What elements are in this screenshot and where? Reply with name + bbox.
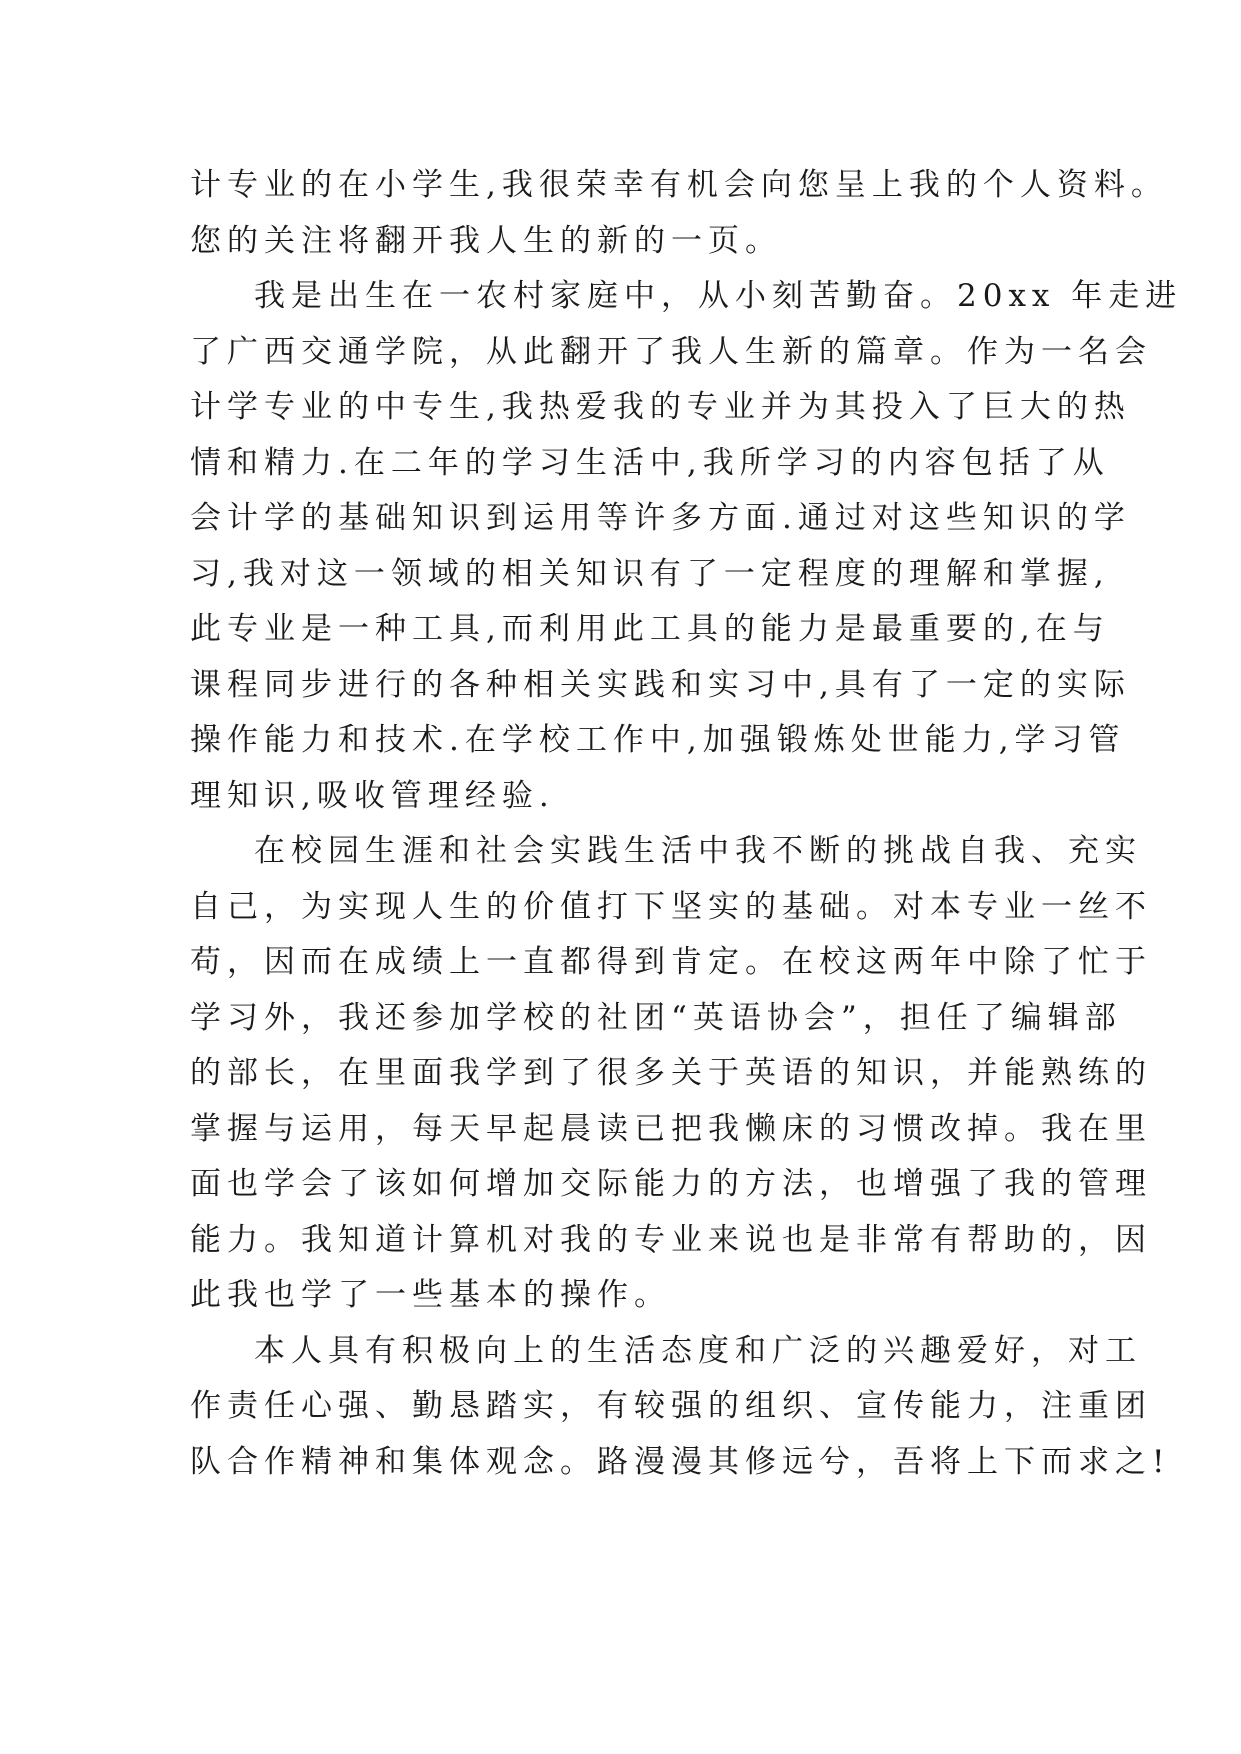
text-line: 理知识,吸收管理经验. (190, 777, 555, 814)
text-line: 课程同步进行的各种相关实践和实习中,具有了一定的实际 (190, 666, 1131, 703)
text-line: 我是出生在一农村家庭中，从小刻苦勤奋。20xx 年走进 (254, 278, 1183, 314)
paragraph (190, 824, 1152, 1324)
text-line: 自己，为实现人生的价值打下坚实的基础。对本专业一丝不 (190, 888, 1152, 925)
text-line: 您的关注将翻开我人生的新的一页。 (190, 222, 782, 259)
text-line: 队合作精神和集体观念。路漫漫其修远兮，吾将上下而求之! (190, 1443, 1171, 1480)
text-line: 掌握与运用，每天早起晨读已把我懒床的习惯改掉。我在里 (190, 1110, 1152, 1147)
paragraph (190, 1324, 1171, 1491)
text-line: 面也学会了该如何增加交际能力的方法，也增强了我的管理 (190, 1166, 1152, 1202)
text-line: 苟，因而在成绩上一直都得到肯定。在校这两年中除了忙于 (190, 944, 1152, 980)
text-line: 此专业是一种工具,而利用此工具的能力是最重要的,在与 (190, 611, 1110, 647)
text-line: 能力。我知道计算机对我的专业来说也是非常有帮助的，因 (190, 1221, 1152, 1258)
paragraph (190, 269, 1183, 824)
text-line: 作责任心强、勤恳踏实，有较强的组织、宣传能力，注重团 (190, 1388, 1152, 1424)
text-line: 学习外，我还参加学校的社团“英语协会”，担任了编辑部 (190, 999, 1122, 1036)
text-line: 计专业的在小学生,我很荣幸有机会向您呈上我的个人资料。 (190, 167, 1168, 203)
text-line: 了广西交通学院，从此翻开了我人生新的篇章。作为一名会 (190, 333, 1152, 370)
text-line: 的部长，在里面我学到了很多关于英语的知识，并能熟练的 (190, 1055, 1152, 1091)
text-line: 会计学的基础知识到运用等许多方面.通过对这些知识的学 (190, 500, 1131, 536)
text-line: 在校园生涯和社会实践生活中我不断的挑战自我、充实 (254, 833, 1142, 869)
paragraph (190, 158, 1168, 269)
text-line: 此我也学了一些基本的操作。 (190, 1277, 671, 1313)
document-body (190, 158, 1183, 1490)
text-line: 计学专业的中专生,我热爱我的专业并为其投入了巨大的热 (190, 389, 1131, 425)
text-line: 本人具有积极向上的生活态度和广泛的兴趣爱好，对工 (254, 1332, 1142, 1369)
text-line: 习,我对这一领域的相关知识有了一定程度的理解和掌握, (190, 555, 1110, 592)
text-line: 情和精力.在二年的学习生活中,我所学习的内容包括了从 (190, 444, 1110, 481)
text-line: 操作能力和技术.在学校工作中,加强锻炼处世能力,学习管 (190, 722, 1126, 758)
